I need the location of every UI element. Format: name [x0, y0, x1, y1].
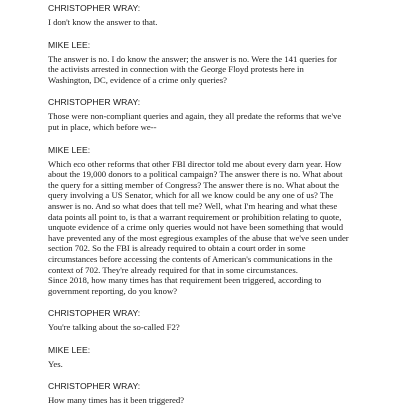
speech-line: answer is no. And so what does that tell me? Well, what I'm hearing and what these	[48, 200, 338, 211]
transcript-entry	[48, 308, 390, 333]
transcript-entry	[48, 97, 390, 132]
speech-line: unquote evidence of a crime only queries would not have been something that would	[48, 222, 344, 233]
speech-line: How many times has it been triggered?	[48, 395, 185, 406]
speaker-name: CHRISTOPHER WRAY:	[48, 381, 141, 392]
speech-line: the query for a sitting member of Congress? The answer there is no. What about the	[48, 179, 340, 190]
speech-text	[48, 395, 390, 406]
transcript-entry	[48, 145, 390, 297]
speech-line: government reporting, do you know?	[48, 285, 178, 296]
speech-line: circumstances before accessing the contents of American's communications in the	[48, 253, 333, 264]
transcript-entry	[48, 40, 390, 86]
speech-line: data points all point to, is that a warrant requirement or prohibition relating to quote,	[48, 211, 342, 222]
transcript-entry	[48, 345, 390, 370]
speaker-name: MIKE LEE:	[48, 344, 91, 355]
speech-line: Since 2018, how many times has that requirement been triggered, according to	[48, 275, 322, 286]
speaker-name: CHRISTOPHER WRAY:	[48, 308, 141, 319]
transcript-entry	[48, 381, 390, 406]
speech-line: about the 19,000 donors to a political campaign? The answer there is no. What about	[48, 169, 343, 180]
speech-line: query involving a US Senator, which for all we know could be any one of us? The	[48, 190, 334, 201]
speech-line: section 702. So the FBI is already required to obtain a court order in some	[48, 243, 306, 254]
speech-text	[48, 54, 390, 86]
speech-text	[48, 111, 390, 132]
speech-line: the activists arrested in connection with the George Floyd protests here in	[48, 64, 304, 75]
speech-line: Washington, DC, evidence of a crime only queries?	[48, 74, 228, 85]
speech-line: put in place, which before we--	[48, 121, 157, 132]
speaker-name: CHRISTOPHER WRAY:	[48, 3, 141, 13]
speaker-name: MIKE LEE:	[48, 144, 91, 155]
speech-line: You're talking about the so-called F2?	[48, 322, 180, 333]
speech-line: The answer is no. I do know the answer; the answer is no. Were the 141 queries for	[48, 53, 337, 64]
speech-line: Those were non-compliant queries and again, they all predate the reforms that we've	[48, 111, 342, 122]
speaker-name: MIKE LEE:	[48, 39, 91, 50]
speech-line: Yes.	[48, 358, 63, 369]
transcript-entry	[48, 3, 390, 28]
speech-text	[48, 17, 390, 28]
speech-text	[48, 322, 390, 333]
speech-line: have prevented any of the most egregious examples of the abuse that we've seen under	[48, 232, 349, 243]
speech-line: Which eco other reforms that other FBI director told me about every darn year. How	[48, 158, 342, 169]
speech-line: context of 702. They're already required for that in some circumstances.	[48, 264, 298, 275]
speech-text	[48, 359, 390, 370]
speech-text	[48, 159, 390, 297]
speech-line: I don't know the answer to that.	[48, 17, 158, 27]
speaker-name: CHRISTOPHER WRAY:	[48, 97, 141, 108]
